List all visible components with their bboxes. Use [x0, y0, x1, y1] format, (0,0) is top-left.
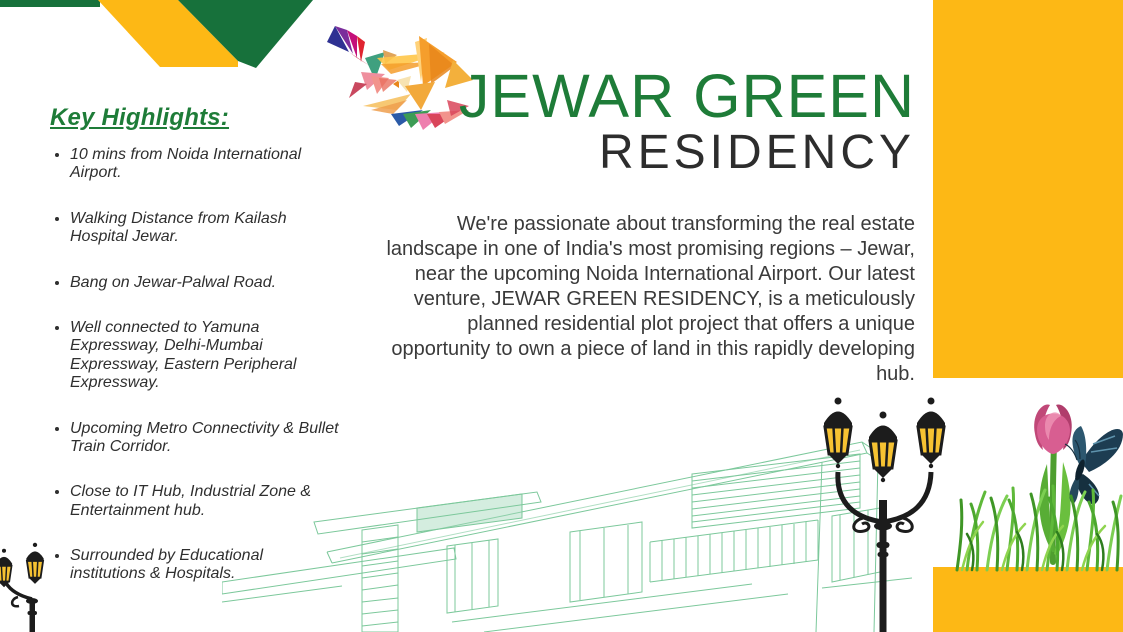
- highlight-item: • 10 mins from Noida International Airport.: [70, 146, 342, 183]
- key-highlights-heading: Key Highlights:: [50, 104, 230, 131]
- ribbon-chevron-icon: [0, 0, 320, 70]
- yellow-panel-top: [933, 0, 1123, 378]
- highlight-item: • Well connected to Yamuna Expressway, Delhi-Mumbai Expressway, Eastern Peripheral Expressway.: [70, 319, 342, 393]
- highlight-item: • Close to IT Hub, Industrial Zone & Entertainment hub.: [70, 483, 342, 520]
- intro-paragraph: We're passionate about transforming the real estate landscape in one of India's most promising regions – Jewar, near the upcoming Noida International Airport. Our latest venture, JEWAR GREEN RESIDENCY, is a meticulously planned residential plot project that offers a unique opportunity to own a piece of land in this rapidly developing hub.: [386, 213, 915, 385]
- street-lamp-small-icon: [0, 541, 68, 632]
- street-lamp-icon: [803, 392, 963, 632]
- highlight-item: • Bang on Jewar-Palwal Road.: [70, 274, 342, 292]
- title-line-dark: RESIDENCY: [598, 126, 915, 179]
- highlight-item: • Upcoming Metro Connectivity & Bullet Train Corridor.: [70, 420, 342, 457]
- doves-logo-icon: [327, 22, 477, 140]
- highlight-item: • Walking Distance from Kailash Hospital Jewar.: [70, 210, 342, 247]
- project-title: [458, 62, 915, 179]
- garden-decoration: [953, 392, 1123, 572]
- title-line-green: JEWAR GREEN: [458, 62, 915, 130]
- highlight-item: • Surrounded by Educational institutions & Hospitals.: [70, 547, 342, 584]
